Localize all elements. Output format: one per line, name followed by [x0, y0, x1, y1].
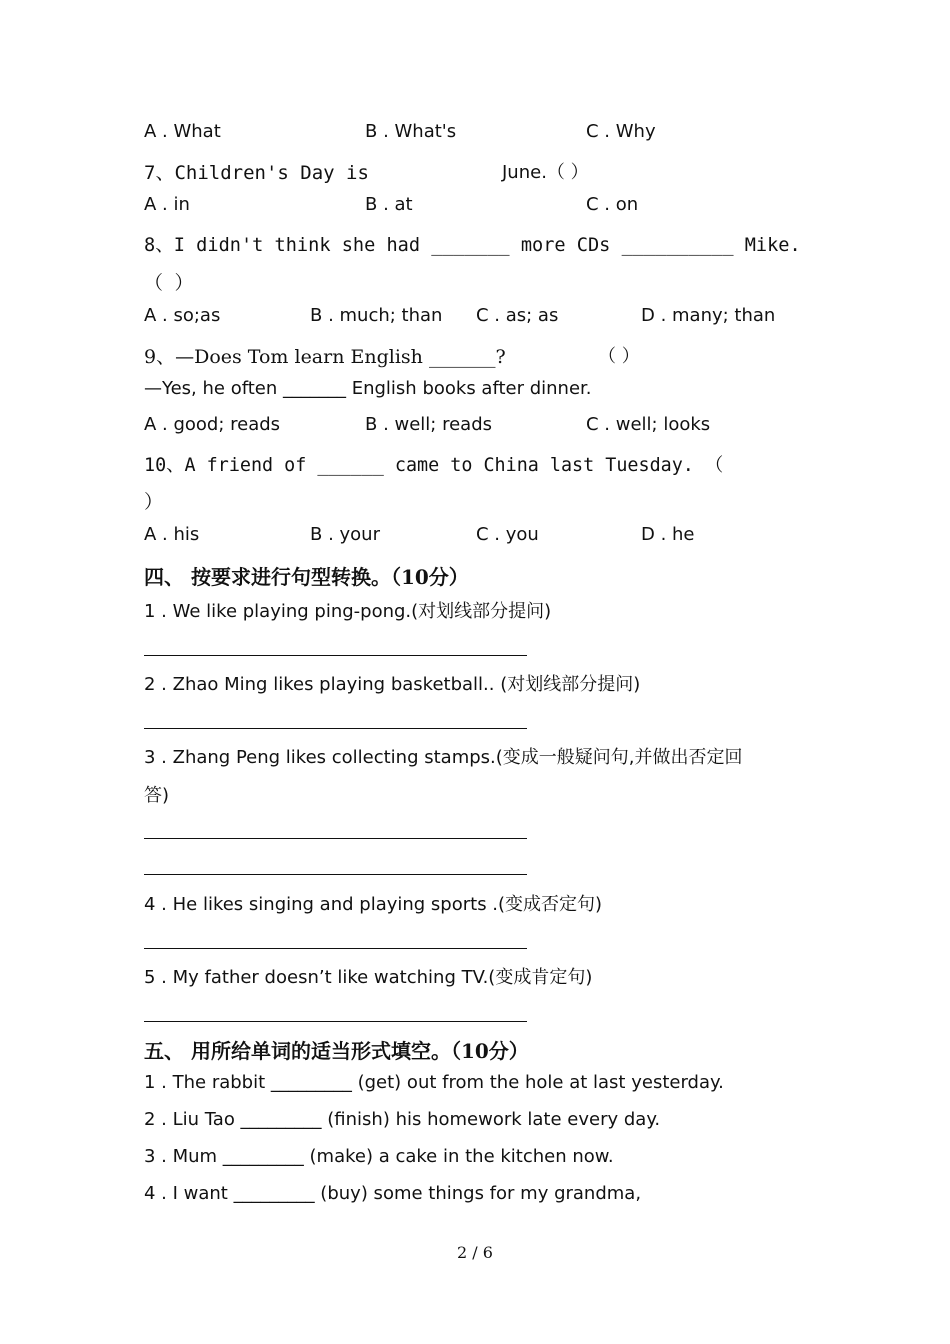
section4-heading: 四、 按要求进行句型转换。（10分） [144, 565, 469, 589]
answer-line[interactable] [144, 655, 527, 656]
q7-stem: 7、Children's Day is [144, 162, 369, 184]
q6-option-a: A . What [144, 121, 221, 142]
q10-option-d: D . he [641, 524, 695, 545]
q10-option-a: A . his [144, 524, 200, 545]
q9-option-c: C . well; looks [586, 414, 711, 435]
answer-line[interactable] [144, 838, 527, 839]
section5-heading: 五、 用所给单词的适当形式填空。（10分） [144, 1039, 529, 1063]
q9-reply: —Yes, he often _______ English books after dinner. [144, 378, 592, 399]
q8-stem: 8、I didn't think she had _______ more CDs __________ Mike. [144, 235, 801, 256]
q9-option-a: A . good; reads [144, 414, 281, 435]
section5-item-1: 1 . The rabbit _________ (get) out from the hole at last yesterday. [144, 1072, 724, 1093]
q7-option-c: C . on [586, 194, 639, 215]
section4-item-3-cont: 答) [144, 785, 170, 806]
page-number: 2 / 6 [457, 1243, 493, 1262]
section4-item-5: 5 . My father doesn’t like watching TV.(变成肯定句) [144, 967, 593, 988]
q10-option-b: B . your [310, 524, 380, 545]
q7-option-b: B . at [365, 194, 413, 215]
q9-stem: 9、—Does Tom learn English _______? [144, 346, 506, 368]
q8-option-c: C . as; as [476, 305, 559, 326]
section4-item-4: 4 . He likes singing and playing sports .(变成否定句) [144, 894, 603, 915]
q9-option-b: B . well; reads [365, 414, 493, 435]
q7-stem-end: June.（ ） [502, 162, 589, 183]
q10-stem: 10、A friend of ______ came to China last Tuesday. （ [144, 455, 724, 476]
q8-option-a: A . so;as [144, 305, 221, 326]
section4-item-1: 1 . We like playing ping-pong.(对划线部分提问) [144, 601, 552, 622]
section5-item-2: 2 . Liu Tao _________ (finish) his homework late every day. [144, 1109, 661, 1130]
q6-option-b: B . What's [365, 121, 457, 142]
q8-option-d: D . many; than [641, 305, 776, 326]
answer-line[interactable] [144, 948, 527, 949]
q7-option-a: A . in [144, 194, 190, 215]
section5-item-4: 4 . I want _________ (buy) some things for my grandma, [144, 1183, 642, 1204]
answer-line[interactable] [144, 728, 527, 729]
q8-option-b: B . much; than [310, 305, 443, 326]
section4-item-3: 3 . Zhang Peng likes collecting stamps.(变成一般疑问句,并做出否定回 [144, 747, 743, 768]
answer-line[interactable] [144, 1021, 527, 1022]
q8-paren: （ ） [144, 272, 194, 294]
answer-line[interactable] [144, 874, 527, 875]
section4-item-2: 2 . Zhao Ming likes playing basketball.. (对划线部分提问) [144, 674, 641, 695]
q9-paren: （ ） [598, 346, 640, 367]
q6-option-c: C . Why [586, 121, 656, 142]
q10-option-c: C . you [476, 524, 539, 545]
section5-item-3: 3 . Mum _________ (make) a cake in the kitchen now. [144, 1146, 614, 1167]
q10-paren-close: ） [144, 491, 164, 513]
